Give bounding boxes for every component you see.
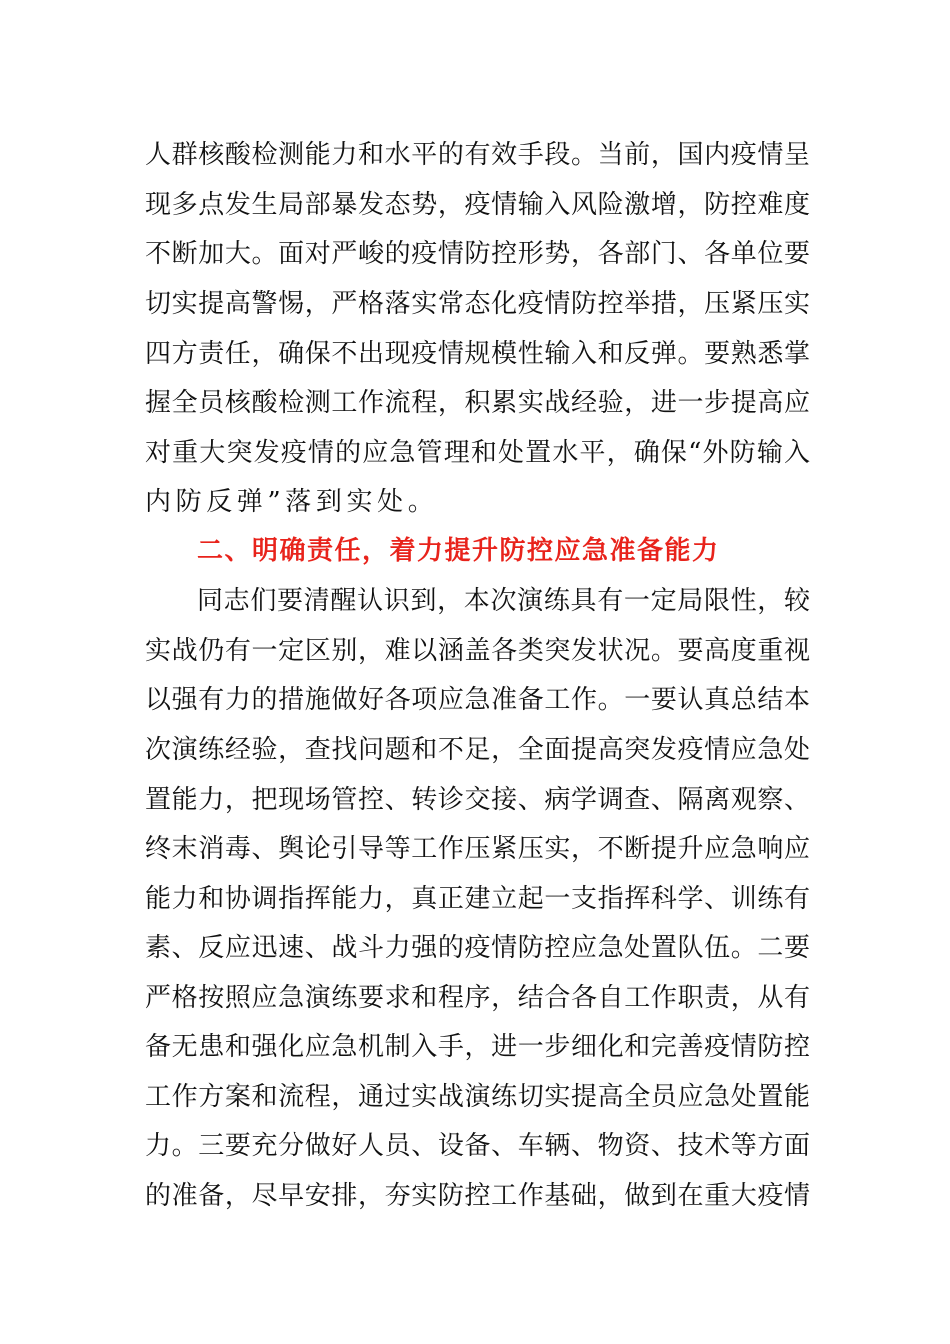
paragraph2-line-8: 素、反应迅速、战斗力强的疫情防控应急处置队伍。二要 — [145, 933, 810, 963]
paragraph1-line-5: 四方责任，确保不出现疫情规模性输入和反弹。要熟悉掌 — [145, 339, 810, 369]
paragraph2-line-9: 严格按照应急演练要求和程序，结合各自工作职责，从有 — [145, 983, 810, 1013]
paragraph2-line-4: 次演练经验，查找问题和不足，全面提高突发疫情应急处 — [145, 735, 810, 765]
paragraph2-line-5: 置能力，把现场管控、转诊交接、病学调查、隔离观察、 — [145, 785, 810, 815]
paragraph1-line-3: 不断加大。面对严峻的疫情防控形势，各部门、各单位要 — [145, 239, 810, 269]
paragraph2-line-1: 同志们要清醒认识到，本次演练具有一定局限性，较 — [197, 586, 810, 616]
paragraph2-line-7: 能力和协调指挥能力，真正建立起一支指挥科学、训练有 — [145, 884, 810, 914]
paragraph2-line-6: 终末消毒、舆论引导等工作压紧压实，不断提升应急响应 — [145, 834, 810, 864]
paragraph1-line-8: 内防反弹”落到实处。 — [145, 487, 439, 517]
paragraph2-line-13: 的准备，尽早安排，夯实防控工作基础，做到在重大疫情 — [145, 1181, 810, 1211]
paragraph1-line-1: 人群核酸检测能力和水平的有效手段。当前，国内疫情呈 — [145, 140, 810, 170]
paragraph2-line-10: 备无患和强化应急机制入手，进一步细化和完善疫情防控 — [145, 1032, 810, 1062]
paragraph1-line-6: 握全员核酸检测工作流程，积累实战经验，进一步提高应 — [145, 388, 810, 418]
paragraph1-line-7: 对重大突发疫情的应急管理和处置水平，确保“外防输入 — [145, 438, 810, 468]
paragraph2-line-2: 实战仍有一定区别，难以涵盖各类突发状况。要高度重视 — [145, 636, 810, 666]
paragraph2-line-3: 以强有力的措施做好各项应急准备工作。一要认真总结本 — [145, 685, 810, 715]
paragraph2-line-11: 工作方案和流程，通过实战演练切实提高全员应急处置能 — [145, 1082, 810, 1112]
paragraph2-line-12: 力。三要充分做好人员、设备、车辆、物资、技术等方面 — [145, 1131, 810, 1161]
paragraph1-line-4: 切实提高警惕，严格落实常态化疫情防控举措，压紧压实 — [145, 289, 810, 319]
section-heading: 二、明确责任，着力提升防控应急准备能力 — [197, 536, 720, 566]
paragraph1-line-2: 现多点发生局部暴发态势，疫情输入风险激增，防控难度 — [145, 190, 810, 220]
